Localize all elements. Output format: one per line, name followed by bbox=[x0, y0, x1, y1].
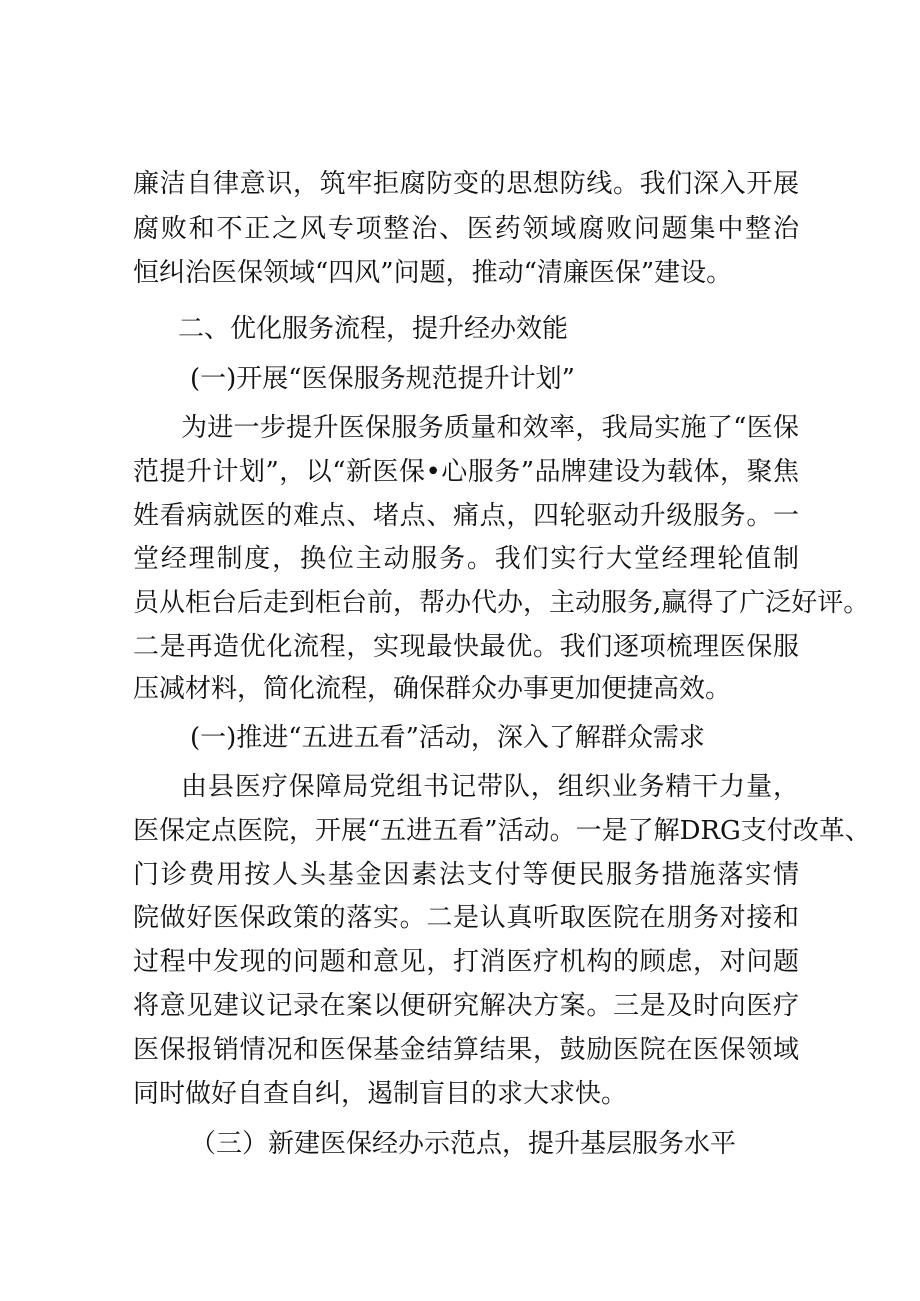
body-text-line: 姓看病就医的难点、堵点、痛点，四轮驱动升级服务。一 bbox=[133, 501, 799, 531]
body-text-line: 医保报销情况和医保基金结算结果，鼓励医院在医保领域 bbox=[133, 1035, 799, 1065]
body-text-line: 由县医疗保障局党组书记带队，组织业务精干力量， bbox=[181, 772, 799, 802]
subsection-heading: (一)开展“医保服务规范提升计划” bbox=[190, 364, 575, 394]
body-text-line: 为进一步提升医保服务质量和效率，我局实施了“医保 bbox=[181, 413, 799, 443]
body-text-line: 院做好医保政策的落实。二是认真听取医院在朋务对接和 bbox=[133, 903, 799, 933]
body-text-line: 腐败和不正之风专项整治、医药领域腐败问题集中整治 bbox=[133, 214, 799, 244]
body-text-line: 过程中发现的问题和意见，打消医疗机构的顾虑，对问题 bbox=[133, 947, 799, 977]
body-text-line: 门诊费用按人头基金因素法支付等便民服务措施落实情 bbox=[133, 860, 799, 890]
body-text-line: 同时做好自查自纠，遏制盲目的求大求快。 bbox=[133, 1079, 628, 1109]
section-heading: 二、优化服务流程，提升经办效能 bbox=[178, 314, 569, 344]
body-text-line: 二是再造优化流程，实现最快最优。我们逐项梳理医保服 bbox=[133, 632, 799, 662]
body-text-line: 将意见建议记录在案以便研究解决方案。三是及时向医疗 bbox=[133, 991, 799, 1021]
body-text-line: 员从柜台后走到柜台前，帮办代办，主动服务,赢得了广泛好评。 bbox=[133, 588, 870, 618]
body-text-line: 堂经理制度，换位主动服务。我们实行大堂经理轮值制 bbox=[133, 544, 799, 574]
body-text-line: 范提升计划”，以“新医保•心服务”品牌建设为载体，聚焦 bbox=[133, 457, 799, 487]
body-text-line: 恒纠治医保领域“四风”问题，推动“清廉医保”建设。 bbox=[133, 258, 733, 288]
subsection-heading: (一)推进“五进五看”活动，深入了解群众需求 bbox=[190, 723, 705, 753]
subsection-heading: （三）新建医保经办示范点，提升基层服务水平 bbox=[190, 1129, 737, 1159]
body-text-line: 医保定点医院，开展“五进五看”活动。一是了解DRG支付改革、 bbox=[133, 816, 871, 846]
body-text-line: 压减材料，简化流程，确保群众办事更加便捷高效。 bbox=[133, 674, 732, 704]
body-text-line: 廉洁自律意识，筑牢拒腐防变的思想防线。我们深入开展 bbox=[133, 169, 799, 199]
